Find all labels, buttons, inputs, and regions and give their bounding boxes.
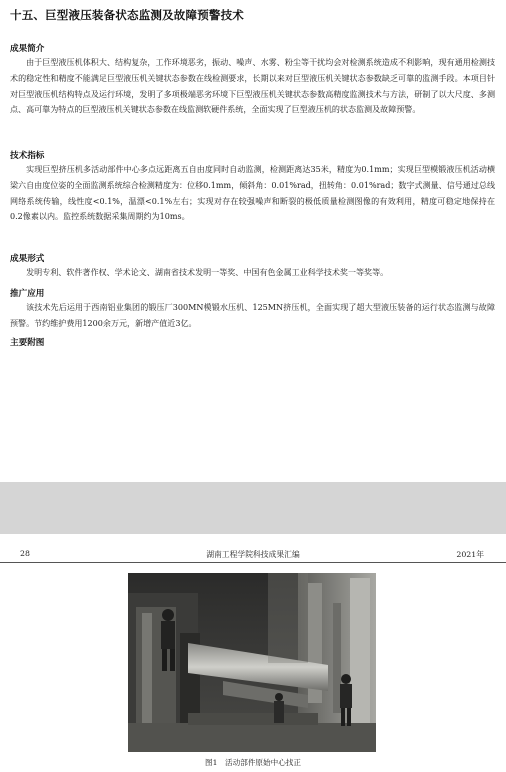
header-rule [0, 562, 506, 563]
section-heading-summary: 成果简介 [10, 44, 45, 54]
page-title: 十五、巨型液压装备状态监测及故障预警技术 [10, 8, 244, 22]
section-text-application: 该技术先后运用于西南铝业集团的锻压厂300MN模锻水压机、125MN挤压机，全面实现了超大型液压装备的运行状态监测与故障预警。节约维护费用1200余万元，新增产值近3亿。 [10, 303, 495, 328]
figure-caption: 图1 活动部件原始中心找正 [205, 758, 301, 767]
section-heading-specs: 技术指标 [10, 151, 45, 161]
industrial-workshop-photo [128, 573, 376, 752]
publication-year: 2021年 [456, 550, 484, 559]
section-heading-forms: 成果形式 [10, 254, 45, 264]
section-text-summary: 由于巨型液压机体积大、结构复杂，工作环境恶劣，振动、噪声、水雾、粉尘等干扰均会对检测系统造成不利影响，现有通用检测技术的稳定性和精度不能满足巨型液压机关键状态参数在线检测要求，长期以来对巨型液压机关键状态参数缺乏可靠的监测手段。本项目针对巨型液压机结构特点及运行环境，发明了多项极端恶劣环境下巨型液压机关键状态参数高精度监测技术与方法，研制了以大尺度、多测点、高可靠为特点的巨型液压机关键状态参数在线监测软硬件系统，全面实现了巨型液压机的状态监测及故障预警。 [10, 58, 495, 115]
page-gap [0, 482, 506, 534]
figure-photo [128, 573, 376, 752]
running-title: 湖南工程学院科技成果汇编 [206, 550, 300, 559]
section-heading-figures: 主要附图 [10, 338, 45, 348]
section-text-specs: 实现巨型挤压机多活动部件中心多点远距离五自由度同时自动监测，检测距离达35米，精度为0.1mm；实现巨型模锻液压机活动横梁六自由度位姿的全面监测系统综合检测精度为：位移0.1mm，倾斜角：0.01%rad，扭转角：0.01%rad；数字式测量、信号通过总线网络系统传输，线性度<0.1%，温漂<0.1%左右；实现对存在较强噪声和断裂的极低质量检测图像的有效利用，精度可稳定地保持在0.2像素以内。监控系统数据采集周期约为10ms。 [10, 165, 495, 222]
section-text-forms: 发明专利、软件著作权、学术论文、湖南省技术发明一等奖、中国有色金属工业科学技术奖一等奖等。 [26, 268, 389, 277]
section-heading-application: 推广应用 [10, 289, 45, 299]
page-number: 28 [20, 549, 30, 558]
